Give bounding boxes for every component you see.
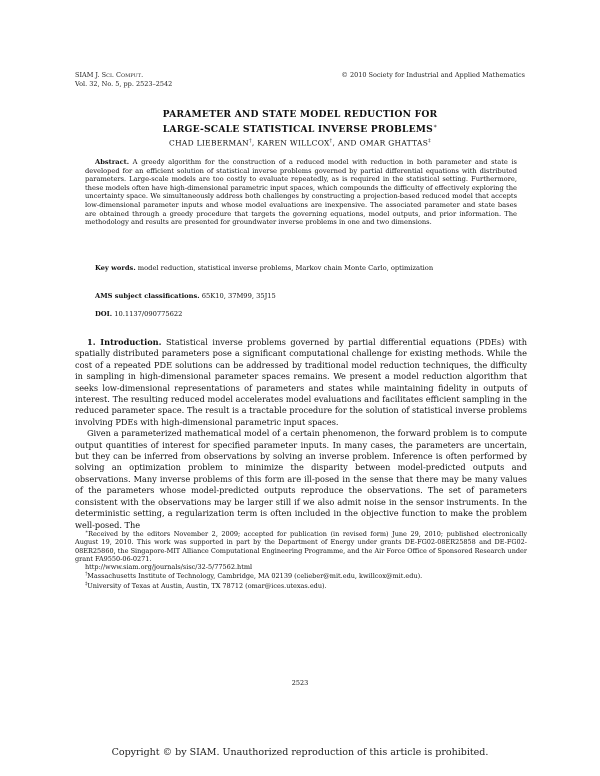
ams-label: AMS subject classifications.: [95, 292, 200, 300]
running-header-right: © 2010 Society for Industrial and Applied Mathematics: [341, 71, 525, 79]
section-heading: 1. Introduction.: [87, 337, 162, 347]
footnote: ‡University of Texas at Austin, Austin, TX 78712 (omar@ices.utexas.edu).: [85, 581, 327, 590]
doi-text: 10.1137/090775622: [114, 310, 183, 318]
abstract: [85, 158, 517, 227]
author-name: OMAR GHATTAS: [359, 138, 429, 148]
journal-name: SIAM J. Sci. Comput.: [75, 71, 144, 79]
doi: [95, 310, 527, 319]
ams-classifications: [95, 292, 527, 301]
running-header-left: [75, 71, 172, 88]
keywords-text: model reduction, statistical inverse problems, Markov chain Monte Carlo, optimization: [137, 264, 434, 272]
abstract-text: A greedy algorithm for the construction of a reduced model with reduction in both parameter and state is developed for an efficient solution of statistical inverse problems governed by partial differential equations with distributed parameters. Large-scale models are too costly to evaluate repeatedly, as is required in the statistical setting. Furthermore, these models often have high-dimensional parametric input spaces, which compounds the difficulty of effectively exploring the uncertainty space. We simultaneously address both challenges by constructing a projection-based reduced model that accepts low-dimensional parameter inputs and whose model evaluations are inexpensive. The associated parameter and state bases are obtained through a greedy procedure that targets the governing equations, model outputs, and prior information. The methodology and results are presented for groundwater inverse problems in one and two dimensions.: [85, 158, 517, 227]
copyright-notice: Copyright © by SIAM. Unauthorized reproduction of this article is prohibited.: [111, 747, 489, 758]
keywords: [85, 264, 517, 273]
author-list: CHAD LIEBERMAN†, KAREN WILLCOX†, AND OMAR GHATTAS‡: [169, 138, 431, 148]
footnote: ∗Received by the editors November 2, 2009; accepted for publication (in revised form) June 29, 2010; published electronically August 19, 2010. This work was supported in part by the Department of Energy under grants DE-FG02-08ER25858 and DE-FG02-08ER25860, the Singapore-MIT Alliance Computational Engineering Programme, and the Air Force Office of Sponsored Research under grant FA9550-06-0271.: [75, 530, 527, 563]
keywords-label: Key words.: [95, 264, 136, 272]
paragraph: Given a parameterized mathematical model of a certain phenomenon, the forward problem is to compute output quantities of interest for specified parameter inputs. In many cases, the parameters are uncertain, but they can be inferred from observations by solving an inverse problem. Inference is often performed by solving an optimization problem to minimize the disparity between model-predicted outputs and observations. Many inverse problems of this form are ill-posed in the sense that there may be many values of the parameters whose model-predicted outputs reproduce the observations. The set of parameters consistent with the observations may be larger still if we also admit noise in the sensor instruments. In the deterministic setting, a regularization term is often included in the objective function to make the problem well-posed. The: [75, 428, 527, 530]
author-name: KAREN WILLCOX: [257, 138, 330, 148]
section-introduction: [75, 337, 527, 531]
author-name: CHAD LIEBERMAN: [169, 138, 250, 148]
footnote: †Massachusetts Institute of Technology, Cambridge, MA 02139 (celieber@mit.edu, kwillcox@mit.edu).: [85, 572, 423, 581]
abstract-label: Abstract.: [95, 158, 130, 166]
ams-text: 65K10, 37M99, 35J15: [201, 292, 276, 300]
doi-label: DOI.: [95, 310, 113, 318]
footnote-url: http://www.siam.org/journals/sisc/32-5/77562.html: [85, 562, 253, 571]
footnotes: [75, 529, 527, 590]
paragraph: 1. Introduction. Statistical inverse problems governed by partial differential equations (PDEs) with spatially distributed parameters pose a significant computational challenge for existing methods. While the cost of a repeated PDE solutions can be addressed by traditional model reduction techniques, the difficulty in sampling in high-dimensional parameter spaces remains. We present a model reduction algorithm that seeks low-dimensional representations of parameters and states while maintaining fidelity in outputs of interest. The resulting reduced model accelerates model evaluations and facilitates efficient sampling in the reduced parameter space. The result is a tractable procedure for the solution of statistical inverse problems involving PDEs with high-dimensional parametric input spaces.: [75, 337, 527, 427]
page-number: 2523: [291, 679, 309, 687]
journal-volume: Vol. 32, No. 5, pp. 2523–2542: [75, 79, 173, 88]
paper-title: [75, 109, 525, 136]
title-line-2: LARGE-SCALE STATISTICAL INVERSE PROBLEMS∗: [162, 123, 438, 136]
title-footnote-mark: ∗: [433, 123, 438, 130]
title-line-1: PARAMETER AND STATE MODEL REDUCTION FOR: [162, 109, 438, 120]
